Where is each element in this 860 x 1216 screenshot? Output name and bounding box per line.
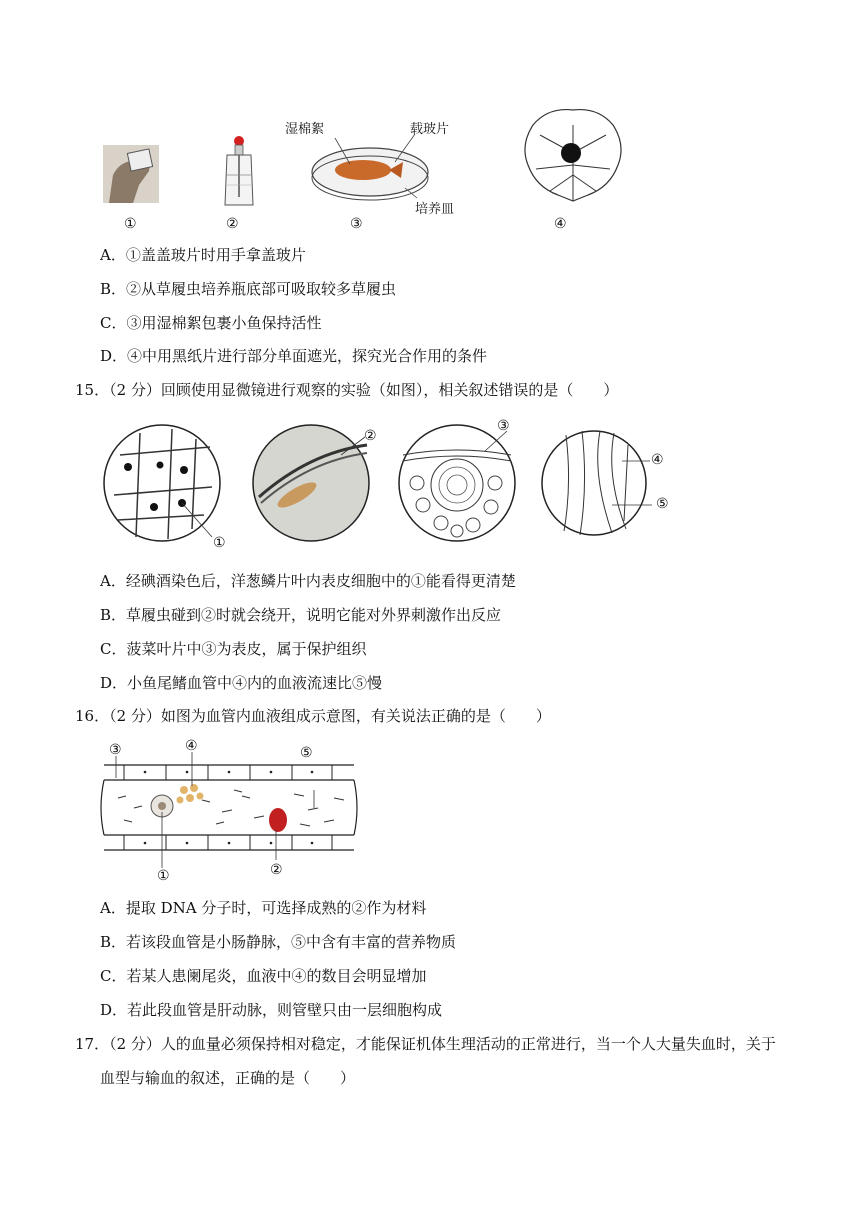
fig14-label-2: ② (226, 216, 239, 232)
q17-stem-line2: 血型与输血的叙述，正确的是（ ） (100, 1069, 356, 1087)
q16-stem: 16．（2 分）如图为血管内血液组成示意图，有关说法正确的是（ ） (75, 707, 551, 725)
q15-marker-5: ⑤ (656, 496, 669, 512)
q15-marker-3: ③ (497, 418, 510, 434)
hand-coverslip-image (103, 145, 163, 205)
q17-stem-line1: 17．（2 分）人的血量必须保持相对稳定，才能保证机体生理活动的正常进行，当一个人大量失血时，关于 (75, 1035, 776, 1053)
q15-option-d: D．小鱼尾鳍血管中④内的血液流速比⑤慢 (100, 674, 383, 692)
q15-option-b: B．草履虫碰到②时就会绕开，说明它能对外界刺激作出反应 (100, 606, 502, 624)
q15-marker-1: ① (213, 535, 226, 551)
dropper-bottle-image (219, 135, 259, 215)
fig14-label-4: ④ (554, 216, 567, 232)
onion-cells-image (100, 425, 230, 555)
q16-marker-1: ① (157, 868, 170, 884)
q16-marker-2: ② (270, 862, 283, 878)
q16-option-c: C．若某人患阑尾炎，血液中④的数目会明显增加 (100, 967, 427, 985)
q16-marker-5: ⑤ (300, 745, 313, 761)
paramecium-image (249, 425, 379, 555)
q16-marker-3: ③ (109, 742, 122, 758)
q16-option-d: D．若此段血管是肝动脉，则管壁只由一层细胞构成 (100, 1001, 443, 1019)
label-wet-cotton: 湿棉絮 (285, 122, 325, 137)
q16-marker-4: ④ (185, 738, 198, 754)
q14-option-b: B．②从草履虫培养瓶底部可吸取较多草履虫 (100, 280, 397, 298)
q14-option-c: C．③用湿棉絮包裹小鱼保持活性 (100, 314, 322, 332)
q15-marker-2: ② (364, 428, 377, 444)
leaf-black-paper-image (518, 105, 628, 205)
label-petri-dish: 培养皿 (415, 202, 455, 217)
fig14-label-3: ③ (350, 216, 363, 232)
petri-dish-fish-image (305, 130, 445, 210)
fish-tail-vessels-image (542, 425, 672, 555)
q15-stem: 15．（2 分）回顾使用显微镜进行观察的实验（如图），相关叙述错误的是（ ） (75, 381, 619, 399)
blood-vessel-diagram (104, 760, 364, 870)
q16-option-b: B．若该段血管是小肠静脉，⑤中含有丰富的营养物质 (100, 933, 457, 951)
q15-marker-4: ④ (651, 452, 664, 468)
label-glass-slide: 载玻片 (410, 122, 450, 137)
leaf-cross-section-image (395, 425, 525, 555)
q14-option-a: A．①盖盖玻片时用手拿盖玻片 (100, 246, 306, 264)
q15-option-c: C．菠菜叶片中③为表皮，属于保护组织 (100, 640, 367, 658)
fig14-label-1: ① (124, 216, 137, 232)
q15-option-a: A．经碘酒染色后，洋葱鳞片叶内表皮细胞中的①能看得更清楚 (100, 572, 516, 590)
q16-option-a: A．提取 DNA 分子时，可选择成熟的②作为材料 (100, 899, 427, 917)
q14-option-d: D．④中用黑纸片进行部分单面遮光，探究光合作用的条件 (100, 347, 488, 365)
